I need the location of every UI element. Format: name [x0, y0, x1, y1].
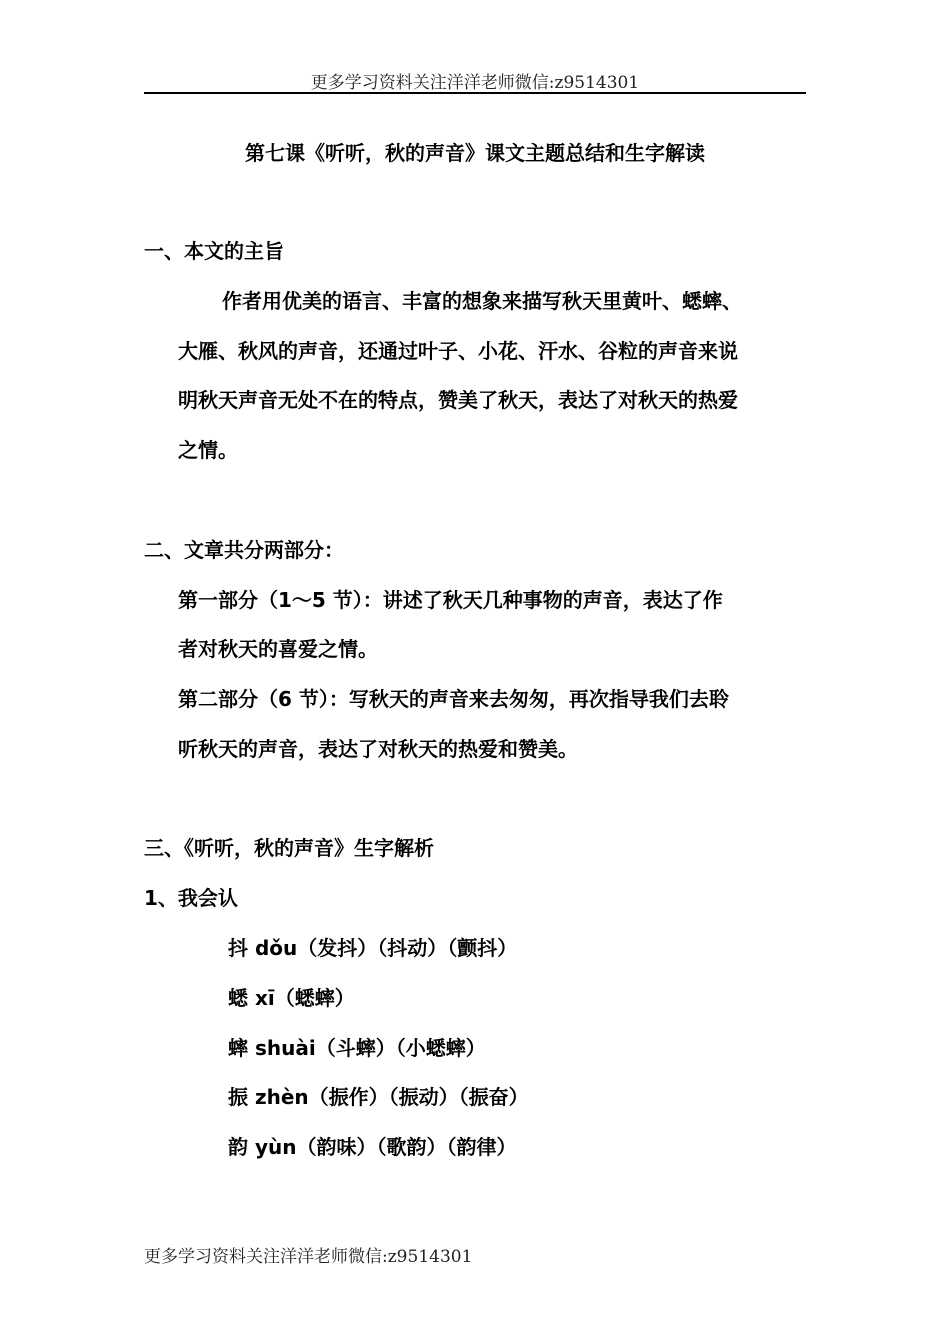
part-1-line: 第一部分（1～5 节）：讲述了秋天几种事物的声音，表达了作: [178, 588, 723, 612]
section-1-paragraph-line: 大雁、秋风的声音，还通过叶子、小花、汗水、谷粒的声音来说: [178, 339, 738, 363]
section-3-subheading: 1、我会认: [144, 886, 238, 910]
header-divider: [144, 92, 806, 94]
document-title: 第七课《听听，秋的声音》课文主题总结和生字解读: [245, 141, 705, 165]
character-entry: 蟋 xī（蟋蟀）: [228, 986, 355, 1010]
section-1-paragraph-line: 之情。: [178, 438, 238, 462]
character-entry: 韵 yùn（韵味）（歌韵）（韵律）: [228, 1135, 517, 1159]
character-entry: 振 zhèn（振作）（振动）（振奋）: [228, 1085, 529, 1109]
section-1-paragraph-line: 明秋天声音无处不在的特点，赞美了秋天，表达了对秋天的热爱: [178, 388, 738, 412]
part-2-line: 第二部分（6 节）：写秋天的声音来去匆匆，再次指导我们去聆: [178, 687, 729, 711]
page-footer-text: 更多学习资料关注洋洋老师微信:z9514301: [144, 1247, 473, 1267]
section-2-heading: 二、文章共分两部分：: [144, 538, 344, 562]
page-header-text: 更多学习资料关注洋洋老师微信:z9514301: [310, 73, 640, 93]
section-3-heading: 三、《听听，秋的声音》生字解析: [144, 836, 434, 860]
part-1-line: 者对秋天的喜爱之情。: [178, 637, 378, 661]
part-2-line: 听秋天的声音，表达了对秋天的热爱和赞美。: [178, 737, 578, 761]
character-entry: 蟀 shuài（斗蟀）（小蟋蟀）: [228, 1036, 486, 1060]
character-entry: 抖 dǒu（发抖）（抖动）（颤抖）: [228, 936, 518, 960]
section-1-paragraph-line: 作者用优美的语言、丰富的想象来描写秋天里黄叶、蟋蟀、: [222, 289, 742, 313]
section-1-heading: 一、本文的主旨: [144, 239, 284, 263]
